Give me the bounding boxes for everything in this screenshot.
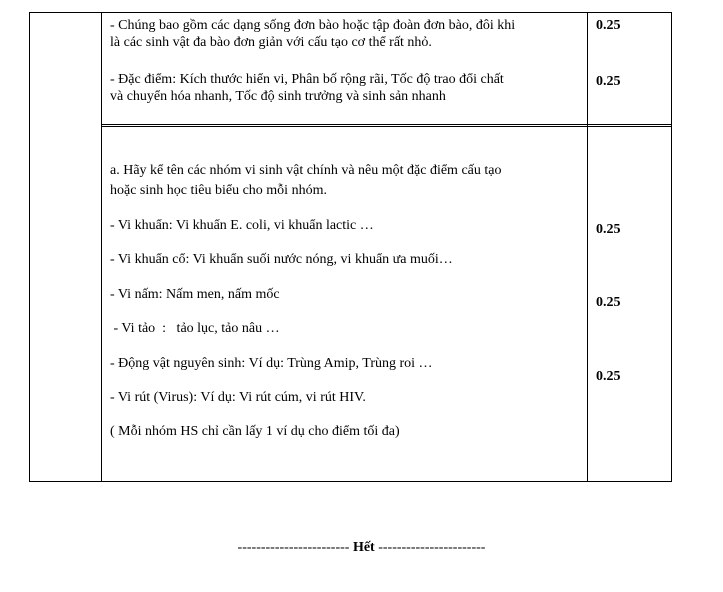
row1-line: - Đặc điểm: Kích thước hiển vi, Phân bố rộng rãi, Tốc độ trao đổi chất [110,72,504,87]
score-value: 0.25 [596,295,621,310]
row1-line: và chuyển hóa nhanh, Tốc độ sinh trưởng và sinh sản nhanh [110,89,446,104]
row2-line: - Vi rút (Virus): Ví dụ: Vi rút cúm, vi rút HIV. [110,390,366,405]
dash-line-left: ------------------------ [237,540,350,555]
row1-line: - Chúng bao gồm các dạng sống đơn bào hoặc tập đoàn đơn bào, đôi khi [110,18,516,33]
row2-line: - Vi khuẩn cổ: Vi khuẩn suối nước nóng, vi khuẩn ưa muối… [110,252,453,267]
row2-line: - Vi khuẩn: Vi khuẩn E. coli, vi khuẩn lactic … [110,218,374,233]
end-label: Hết [352,540,375,555]
score-value: 0.25 [596,369,621,384]
row2-line: hoặc sinh học tiêu biểu cho mỗi nhóm. [110,183,327,198]
score-value: 0.25 [596,18,621,33]
row2-line: a. Hãy kể tên các nhóm vi sinh vật chính và nêu một đặc điểm cấu tạo [110,163,502,178]
score-value: 0.25 [596,74,621,89]
end-of-document [0,540,723,556]
score-value: 0.25 [596,222,621,237]
row1-line: là các sinh vật đa bào đơn giản với cấu tạo cơ thể rất nhỏ. [110,35,432,50]
row2-line: - Vi tảo : tảo lục, tảo nâu … [110,321,280,336]
row-divider [101,124,671,127]
dash-line-right: ----------------------- [378,540,486,555]
row2-line: - Động vật nguyên sinh: Ví dụ: Trùng Amip, Trùng roi … [110,356,433,371]
row2-line: - Vi nấm: Nấm men, nấm mốc [110,287,280,302]
column-divider-right [587,13,588,481]
column-divider-left [101,13,102,481]
row2-line: ( Mỗi nhóm HS chỉ cần lấy 1 ví dụ cho điểm tối đa) [110,424,400,439]
answer-table [29,12,672,482]
